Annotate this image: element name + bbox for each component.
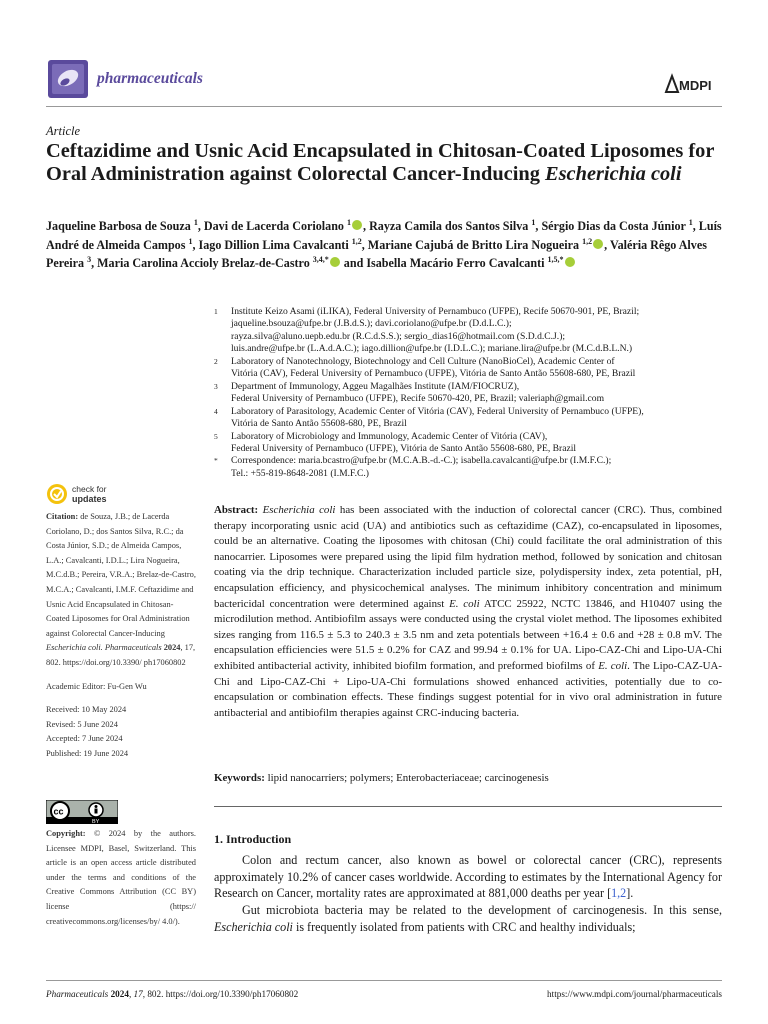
abstract-text-2: ATCC 25922, NCTC 13846, and H10407 using the microdilution method. Antibiofilm assays were conducted using the crystal violet method. The liposomes exhibited sizes ranging from 116.5 ± 5.3 to 240.3 ± 3.5 nm and zeta potentials between +16.4 ± 0.6 and +28 ± 0.8 mV. The encapsulation efficiencies were 51.5 ± 0.2% for CAZ and 99.94 ± 0.1% for UA. Lipo-CAZ-Chi and Lipo-UA-Chi exhibited antibacterial activity, inhibited biofilm formation, and preformed biofilms of	[214, 597, 722, 672]
received-date: Received: 10 May 2024	[46, 705, 127, 715]
affiliations	[214, 306, 724, 480]
reference-link-1-2[interactable]: 1,2	[611, 886, 627, 901]
author-item	[541, 219, 695, 233]
citation	[46, 510, 196, 671]
citation-tail: , 17, 802. https://doi.org/10.3390/ ph17060802	[46, 643, 196, 667]
author-separator: ,	[535, 219, 539, 233]
author-separator: ,	[192, 237, 196, 252]
affiliation-line: rayza.silva@aluno.uepb.edu.br (R.C.d.S.S.); sergio_dias16@hotmail.com (S.D.d.C.J.);	[231, 330, 566, 342]
author-item	[368, 238, 607, 252]
author-affiliation-sup: 1,5,*	[547, 254, 564, 264]
intro-paragraph-1	[214, 852, 722, 902]
author-affiliation-sup: 1	[188, 236, 193, 246]
journal-cover-logo-icon	[46, 58, 90, 100]
copyright-label: Copyright:	[46, 829, 86, 838]
author-affiliation-sup: 3,4,*	[312, 254, 329, 264]
author-affiliation-sup: 1	[688, 217, 693, 227]
orcid-icon[interactable]	[330, 257, 340, 267]
academic-editor: Academic Editor: Fu-Gen Wu	[46, 681, 147, 691]
author-name[interactable]: Jaqueline Barbosa de Souza	[46, 219, 191, 233]
intro-p1-end: ].	[626, 886, 634, 901]
intro-p2-italic: Escherichia coli	[214, 919, 293, 934]
abstract-italic-start: Escherichia coli	[262, 504, 336, 516]
author-separator: ,	[361, 237, 365, 252]
affiliation-text	[231, 381, 724, 406]
affiliation-line: Correspondence: maria.bcastro@ufpe.br (M.C.A.B.-d.-C.); isabella.cavalcanti@ufpe.br (I.M.F.C.);	[231, 455, 612, 467]
affiliation-text	[231, 406, 724, 431]
author-name[interactable]: Isabella Macário Ferro Cavalcanti	[366, 256, 545, 270]
author-name[interactable]: Valéria Rêgo Alves Pereira	[46, 237, 707, 270]
author-affiliation-sup: 1,2	[582, 236, 593, 246]
affiliation-number: 4	[214, 406, 218, 416]
title-main: Ceftazidime and Usnic Acid Encapsulated in Chitosan-Coated Liposomes for Oral Administration against Colorectal Cancer-Inducing	[46, 140, 715, 185]
author-name[interactable]: Sérgio Dias da Costa Júnior	[541, 219, 686, 233]
svg-text:check for: check for	[72, 484, 107, 494]
abstract-text-1: has been associated with the induction of colorectal cancer (CRC). Thus, combined therapy incorporating usnic acid (UA) and antibiotics such as ceftazidime (CAZ), co-encapsulated in liposomes, could be an alternative. Coating the liposomes with chitosan (Chi) could facilitate the oral administration of this nanocarrier. Liposomes were prepared using the lipid film hydration method, followed by sonication and chitosan coating via the drip technique. Characterization included particle size, polydispersity index, zeta potential, pH, encapsulation efficiency, and physicochemical analyses. The minimum inhibitory concentration and minimum bactericidal concentration were determined against	[214, 504, 722, 610]
affiliation-line: Department of Immunology, Aggeu Magalhães Institute (IAM/FIOCRUZ),	[231, 380, 520, 392]
mdpi-logo	[664, 72, 722, 96]
abstract	[214, 503, 722, 721]
copyright-text: © 2024 by the authors. Licensee MDPI, Basel, Switzerland. This article is an open access article distributed under the terms and conditions of the Creative Commons Attribution (CC BY) license (https:// creativecommons.org/licenses/by/ 4.0/).	[46, 829, 197, 926]
affiliation-line: Federal University of Pernambuco (UFPE), Vitória de Santo Antão 55608-680, PE, Brazil	[231, 442, 577, 454]
revised-date: Revised: 5 June 2024	[46, 719, 118, 729]
affiliation-number: *	[214, 456, 218, 466]
keywords-label: Keywords:	[214, 772, 265, 784]
author-affiliation-sup: 1,2	[351, 236, 362, 246]
intro-body	[214, 852, 722, 936]
title-italic: Escherichia coli	[545, 162, 682, 185]
intro-p2-end: is frequently isolated from patients with CRC and healthy individuals;	[292, 919, 636, 934]
affiliation-line: Vitória (CAV), Federal University of Pernambuco (UFPE), Vitória de Santo Antão 55608-680, PE, Brazil	[231, 368, 636, 380]
author-separator: ,	[197, 219, 201, 233]
citation-italic: Escherichia coli. Pharmaceuticals	[46, 643, 162, 653]
author-separator: and	[340, 256, 364, 270]
footer-volume: 17	[133, 989, 143, 999]
citation-label: Citation:	[46, 512, 79, 521]
author-affiliation-sup: 1	[347, 217, 352, 227]
affiliation-line: Vitória de Santo Antão 55608-680, PE, Brazil	[231, 418, 407, 430]
affiliation-line: Laboratory of Parasitology, Academic Center of Vitória (CAV), Federal University of Pernambuco (UFPE),	[231, 405, 644, 417]
footer-journal-url[interactable]: https://www.mdpi.com/journal/pharmaceuticals	[547, 989, 722, 999]
author-name[interactable]: Rayza Camila dos Santos Silva	[369, 219, 529, 233]
orcid-icon[interactable]	[593, 239, 603, 249]
footer-rule	[46, 980, 722, 981]
author-item	[366, 256, 575, 270]
citation-text: de Souza, J.B.; de Lacerda Coriolano, D.; dos Santos Silva, R.C.; da Costa Júnior, S.D.; de Almeida Campos, L.A.; Cavalcanti, I.D.L.; Lira Nogueira, M.C.d.B.; Pereira, V.R.A.; Brelaz-de-Castro, M.C.A.; Cavalcanti, I.M.F. Ceftazidime and Usnic Acid Encapsulated in Chitosan-Coated Liposomes for Oral Administration against Colorectal Cancer-Inducing	[46, 512, 196, 638]
affiliation-text	[231, 356, 724, 381]
header-rule	[46, 106, 722, 107]
author-affiliation-sup: 1	[193, 217, 198, 227]
svg-text:MDPI: MDPI	[679, 78, 712, 93]
affiliation-number: 1	[214, 307, 218, 316]
author-item	[97, 256, 363, 270]
author-affiliation-sup: 3	[87, 254, 92, 264]
article-type: Article	[46, 124, 81, 138]
author-name[interactable]: Davi de Lacerda Coriolano	[203, 219, 344, 233]
affiliation-line: Tel.: +55-819-8648-2081 (I.M.F.C.)	[231, 467, 370, 479]
footer-year: 2024	[110, 989, 129, 999]
author-list	[46, 217, 736, 273]
section-divider	[214, 806, 722, 807]
cc-by-license-icon[interactable]	[46, 800, 118, 824]
article-title	[46, 140, 736, 185]
footer-journal: Pharmaceuticals	[46, 989, 109, 999]
journal-name: pharmaceuticals	[97, 70, 203, 87]
copyright-notice	[46, 827, 196, 929]
author-item	[204, 219, 366, 233]
abstract-text-3: . The Lipo-CAZ-UA-Chi and Lipo-CAZ-Chi + Lipo-UA-Chi formulations showed enhanced activities, potentially due to co-encapsulation or combination effects. These findings suggest potential for in vivo oral administration in future antibacterial and antibiofilm therapies against CRC-inducing bacteria.	[214, 659, 722, 719]
intro-paragraph-2	[214, 902, 722, 935]
footer-citation: Pharmaceuticals 2024, 17, 802. https://doi.org/10.3390/ph17060802	[46, 989, 299, 999]
intro-p2-text: Gut microbiota bacteria may be related to the development of carcinogenesis. In this sense,	[242, 903, 722, 918]
footer-doi: , 802. https://doi.org/10.3390/ph17060802	[142, 989, 299, 999]
affiliation-number: 2	[214, 356, 218, 366]
svg-text:updates: updates	[72, 494, 107, 504]
orcid-icon[interactable]	[352, 220, 362, 230]
check-for-updates-button[interactable]	[46, 482, 136, 506]
affiliation-line: jaqueline.bsouza@ufpe.br (J.B.d.S.); davi.coriolano@ufpe.br (D.d.L.C.);	[231, 318, 512, 330]
affiliation-item	[214, 455, 724, 480]
affiliation-item	[214, 406, 724, 431]
affiliation-number: 3	[214, 381, 218, 391]
author-item	[199, 238, 365, 252]
abstract-italic-end: E. coli	[598, 659, 628, 672]
author-affiliation-sup: 1	[531, 217, 536, 227]
affiliation-line: Laboratory of Microbiology and Immunology, Academic Center of Vitória (CAV),	[231, 430, 548, 442]
author-separator: ,	[363, 219, 367, 233]
affiliation-item	[214, 356, 724, 381]
affiliation-text	[231, 431, 724, 456]
affiliation-line: Institute Keizo Asami (iLIKA), Federal University of Pernambuco (UFPE), Recife 50670-901, PE, Brazil;	[231, 306, 640, 317]
citation-year: 2024	[163, 643, 181, 653]
published-date: Published: 19 June 2024	[46, 748, 129, 758]
author-item	[369, 219, 538, 233]
svg-text:cc: cc	[53, 806, 64, 817]
author-name[interactable]: Iago Dillion Lima Cavalcanti	[198, 237, 349, 252]
author-separator: ,	[91, 256, 95, 270]
abstract-label: Abstract:	[214, 504, 259, 516]
author-name[interactable]: Maria Carolina Accioly Brelaz-de-Castro	[97, 256, 310, 270]
affiliation-item	[214, 431, 724, 456]
affiliation-text	[231, 306, 724, 356]
author-item	[46, 219, 201, 233]
abstract-italic-mid: E. coli	[449, 597, 480, 610]
affiliation-line: luis.andre@ufpe.br (L.A.d.A.C.); iago.dillion@ufpe.br (I.D.L.C.); mariane.lira@ufpe.br (M.C.d.B.L.N.)	[231, 343, 633, 355]
keywords-text: lipid nanocarriers; polymers; Enterobacteriaceae; carcinogenesis	[267, 772, 549, 784]
affiliation-item	[214, 306, 724, 356]
intro-heading: 1. Introduction	[214, 832, 292, 846]
sidebar-info	[46, 510, 196, 762]
author-separator: ,	[692, 219, 696, 233]
orcid-icon[interactable]	[565, 257, 575, 267]
affiliation-item	[214, 381, 724, 406]
affiliation-line: Federal University of Pernambuco (UFPE), Recife 50670-420, PE, Brazil; valeriaph@gmail.com	[231, 393, 605, 405]
svg-text:BY: BY	[92, 819, 100, 824]
affiliation-line: Laboratory of Nanotechnology, Biotechnology and Cell Culture (NanoBioCel), Academic Center of	[231, 355, 615, 367]
affiliation-number: 5	[214, 431, 218, 441]
accepted-date: Accepted: 7 June 2024	[46, 734, 123, 744]
keywords	[214, 771, 722, 786]
author-name[interactable]: Mariane Cajubá de Britto Lira Nogueira	[367, 237, 580, 252]
author-separator: ,	[604, 237, 608, 252]
affiliation-text	[231, 455, 724, 480]
author-name[interactable]: Luís André de Almeida Campos	[46, 219, 722, 252]
intro-p1-text: Colon and rectum cancer, also known as bowel or colorectal cancer (CRC), represents approximately 10.2% of cancer cases worldwide. According to estimates by the International Agency for Research on Cancer, mortality rates are approximated at 881,000 deaths per year [	[214, 853, 722, 901]
